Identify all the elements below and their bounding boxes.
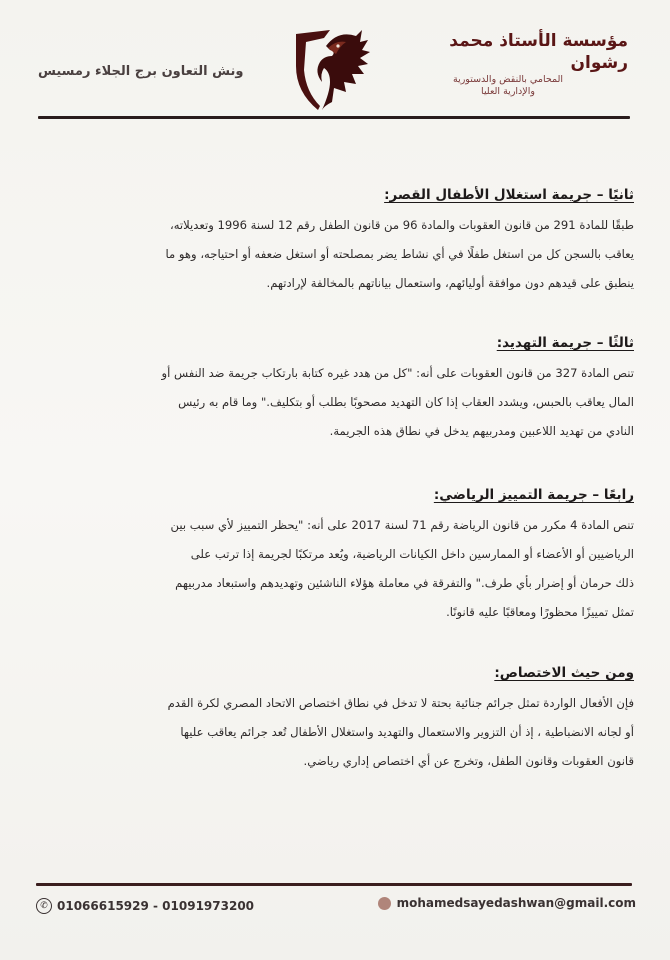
paragraph-line: ذلك حرمان أو إضرار بأي طرف." والتفرقة في معاملة هؤلاء الناشئين وتهديدهم واستبعاد مدربيهم [175,576,634,590]
paragraph-line: النادي من تهديد اللاعبين ومدربيهم يدخل في نطاق هذه الجريمة. [329,424,634,438]
letterhead-header [0,0,670,125]
organization-subtitle-1: المحامي بالنقض والدستورية [452,74,563,85]
section-heading: ومن حيث الاختصاص: [494,665,634,681]
section-sports-discrimination [38,485,634,627]
paragraph-line: تمثل تمييزًا محظورًا ومعاقبًا عليه قانونًا. [446,605,634,619]
section-heading: ثانيًا – جريمة استغلال الأطفال القصر: [384,187,634,203]
phone-numbers: 01066615929 - 01091973200 [57,899,255,913]
section-paragraph [38,689,634,776]
section-jurisdiction [38,663,634,776]
phone-icon: ✆ [36,898,52,914]
paragraph-line: تنص المادة 327 من قانون العقوبات على أنه: "كل من هدد غيره كتابة بارتكاب جريمة ضد النفس أو [161,366,634,380]
paragraph-line: طبقًا للمادة 291 من قانون العقوبات والمادة 96 من قانون الطفل رقم 12 لسنة 1996 وتعديلاته، [169,218,634,232]
section-child-exploitation [38,185,634,298]
footer-email [378,896,636,910]
paragraph-line: تنص المادة 4 مكرر من قانون الرياضة رقم 71 لسنة 2017 على أنه: "يحظر التمييز لأي سبب بين [170,518,634,532]
paragraph-line: قانون العقوبات وقانون الطفل، وتخرج عن أي اختصاص إداري رياضي. [303,754,634,768]
office-address: ونش التعاون برج الجلاء رمسيس [38,64,244,79]
section-threat [38,333,634,446]
paragraph-line: الرياضيين أو الأعضاء أو الممارسين داخل الكيانات الرياضية، ويُعد مرتكبًا لجريمة إذا ترتب على [190,547,634,561]
email-address[interactable]: mohamedsayedashwan@gmail.com [396,896,636,910]
paragraph-line: يعاقب بالسجن كل من استغل طفلًا في أي نشاط يضر بمصلحته أو استغل ضعفه أو احتياجه، وهو ما [165,247,634,261]
section-heading: ثالثًا – جريمة التهديد: [496,335,634,351]
eagle-shield-logo-icon [290,26,372,112]
paragraph-line: ينطبق على قيدهم دون موافقة أوليائهم، واستعمال بياناتهم بالمخالفة لإرادتهم. [266,276,634,290]
section-paragraph [38,511,634,627]
email-icon [378,897,391,910]
section-heading: رابعًا – جريمة التمييز الرياضي: [433,487,634,503]
footer-phone [36,898,254,914]
paragraph-line: أو لجانه الانضباطية ، إذ أن التزوير والاستعمال والتهديد واستغلال الأطفال تُعد جرائم يعاقب عليها [180,725,634,739]
organization-block [388,30,628,98]
organization-subtitle-2: والإدارية العليا [481,86,535,97]
paragraph-line: المال يعاقب بالحبس، ويشدد العقاب إذا كان التهديد مصحوبًا بطلب أو بتكليف." وما قام به رئيس [178,395,634,409]
header-divider [38,116,630,119]
section-paragraph [38,211,634,298]
paragraph-line: فإن الأفعال الواردة تمثل جرائم جنائية بحتة لا تدخل في نطاق اختصاص الاتحاد المصري لكرة القدم [167,696,634,710]
footer-divider [36,883,632,886]
organization-name: مؤسسة الأستاذ محمد رشوان [449,31,628,73]
section-paragraph [38,359,634,446]
